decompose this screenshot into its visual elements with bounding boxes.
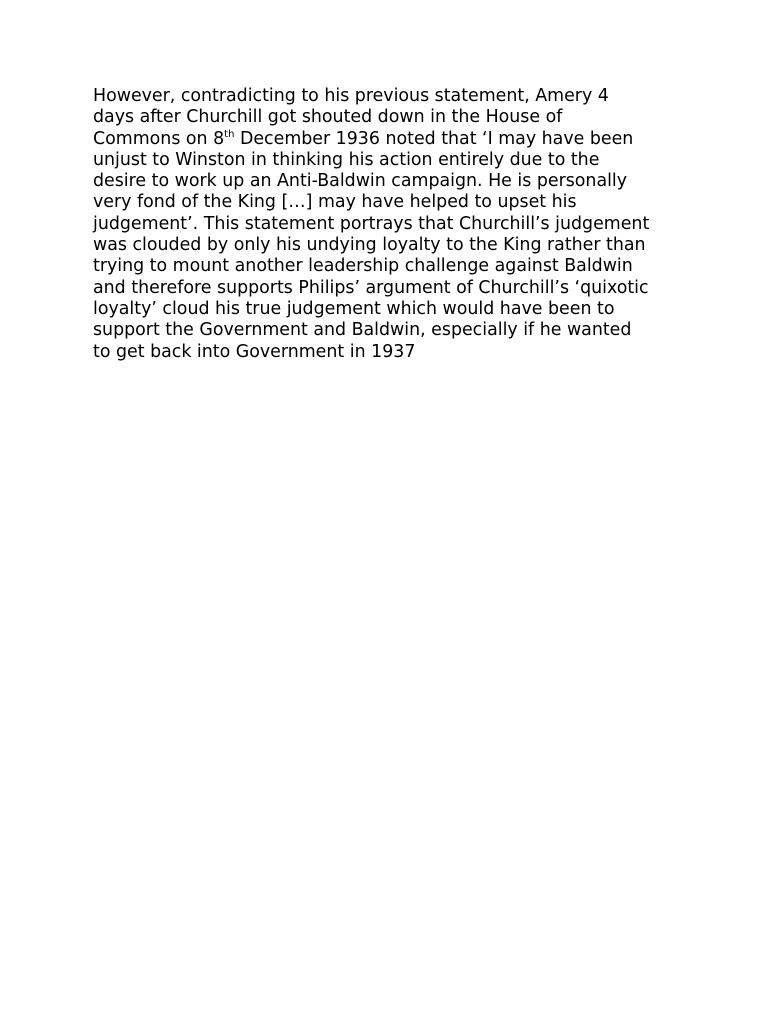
paragraph-line-8: was clouded by only his undying loyalty to the King rather than [93, 235, 646, 256]
body-paragraph [93, 86, 683, 363]
paragraph-line-12: support the Government and Baldwin, especially if he wanted [93, 320, 632, 341]
paragraph-line-7: judgement’. This statement portrays that Churchill’s judgement [93, 213, 650, 234]
paragraph-line-10: and therefore supports Philips’ argument of Churchill’s ‘quixotic [93, 277, 649, 298]
paragraph-line-4: unjust to Winston in thinking his action entirely due to the [93, 149, 600, 170]
paragraph-line-11: loyalty’ cloud his true judgement which would have been to [93, 298, 615, 319]
paragraph-line-2: days after Churchill got shouted down in the House of [93, 107, 563, 128]
line-3-text-after-superscript: December 1936 noted that ‘I may have been [234, 128, 634, 149]
line-3-text-before-superscript: Commons on 8 [93, 128, 225, 149]
paragraph-line-13: to get back into Government in 1937 [93, 341, 416, 362]
paragraph-line-5: desire to work up an Anti-Baldwin campaign. He is personally [93, 171, 628, 192]
paragraph-line-9: trying to mount another leadership challenge against Baldwin [93, 256, 633, 277]
ordinal-superscript: th [224, 128, 235, 140]
paragraph-line-6: very fond of the King […] may have helped to upset his [93, 192, 577, 213]
paragraph-line-1: However, contradicting to his previous statement, Amery 4 [93, 86, 609, 106]
paragraph-line-3 [93, 129, 683, 150]
